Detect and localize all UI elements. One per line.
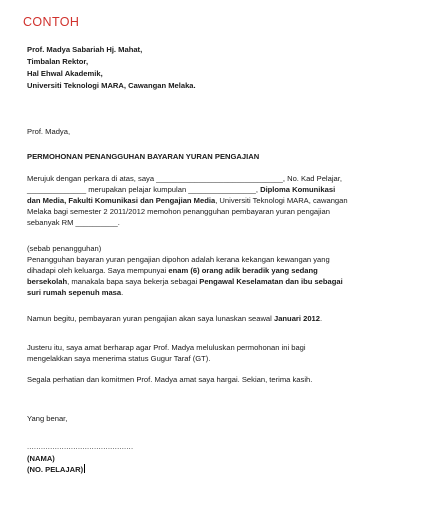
paragraph-reason [27, 254, 399, 298]
text-line: Penangguhan bayaran yuran pengajian dipohon adalah kerana kekangan kewangan yang [27, 255, 330, 264]
text-cursor [84, 464, 85, 473]
text-line: Justeru itu, saya amat berharap agar Prof. Madya meluluskan permohonan ini bagi [27, 343, 306, 352]
text-line: dihadapi oleh keluarga. Saya mempunyai enam (6) orang adik beradik yang sedang [27, 266, 318, 275]
letter-subject: PERMOHONAN PENANGGUHAN BAYARAN YURAN PENGAJIAN [27, 152, 260, 161]
recipient-line: Hal Ehwal Akademik, [27, 69, 103, 78]
signature-line: .............................................. [27, 442, 134, 451]
text-line: dan Media, Fakulti Komunikasi dan Pengajian Media, Universiti Teknologi MARA, cawangan [27, 196, 348, 205]
text-line: Merujuk dengan perkara di atas, saya ______________________________, No. Kad Pelajar, [27, 174, 342, 183]
paragraph-thanks: Segala perhatian dan komitmen Prof. Madya amat saya hargai. Sekian, terima kasih. [27, 375, 313, 384]
paragraph-request [27, 342, 399, 364]
paragraph-intro [27, 173, 399, 228]
salutation: Prof. Madya, [27, 127, 71, 136]
recipient-line: Universiti Teknologi MARA, Cawangan Melaka. [27, 81, 196, 90]
paragraph-payment: Namun begitu, pembayaran yuran pengajian akan saya lunaskan seawal Januari 2012. [27, 314, 323, 323]
text-line: suri rumah sepenuh masa. [27, 288, 124, 297]
text-line: ______________ merupakan pelajar kumpulan ________________, Diploma Komunikasi [27, 185, 336, 194]
text-line: sebanyak RM __________. [27, 218, 120, 227]
recipient-line: Prof. Madya Sabariah Hj. Mahat, [27, 45, 143, 54]
text-line: mengelakkan saya menerima status Gugur Taraf (GT). [27, 354, 211, 363]
sample-heading: CONTOH [23, 15, 80, 29]
closing: Yang benar, [27, 414, 68, 423]
student-number-placeholder: (NO. PELAJAR) [27, 465, 84, 474]
text-line: bersekolah, manakala bapa saya bekerja sebagai Pengawal Keselamatan dan ibu sebagai [27, 277, 343, 286]
recipient-address [27, 44, 399, 92]
reason-label: (sebab penangguhan) [27, 244, 102, 253]
recipient-line: Timbalan Rektor, [27, 57, 89, 66]
name-placeholder: (NAMA) [27, 454, 55, 463]
student-number-field[interactable] [27, 464, 399, 475]
text-line: Melaka bagi semester 2 2011/2012 memohon penangguhan pembayaran yuran pengajian [27, 207, 330, 216]
